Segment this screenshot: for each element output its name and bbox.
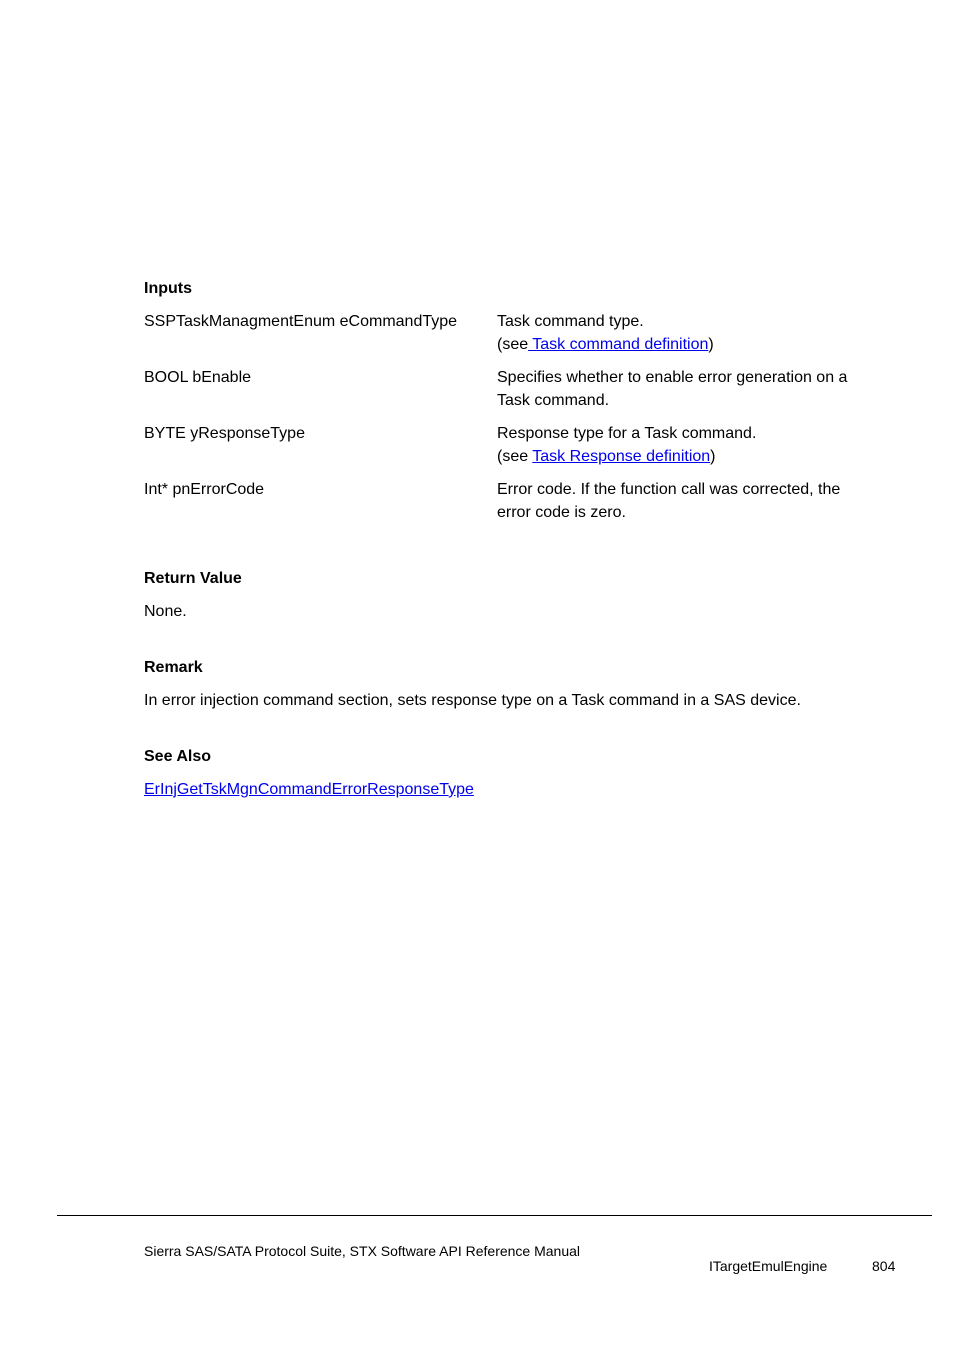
param-description-line: error code is zero.	[497, 504, 626, 521]
param-description	[497, 366, 897, 422]
param-name: BYTE yResponseType	[144, 425, 305, 442]
footer-section-name: ITargetEmulEngine	[709, 1258, 828, 1274]
see-also-heading: See Also	[144, 748, 211, 765]
footer-divider	[57, 1215, 932, 1216]
see-also-link[interactable]: ErInjGetTskMgnCommandErrorResponseType	[144, 781, 474, 798]
input-row-enable	[144, 366, 897, 422]
see-prefix: (see	[497, 336, 529, 353]
param-name: Int* pnErrorCode	[144, 481, 265, 498]
see-also-section	[144, 745, 904, 801]
see-also-links	[144, 778, 904, 801]
param-description-line: Error code. If the function call was corrected, the	[497, 481, 841, 498]
inputs-table	[144, 310, 897, 534]
task-command-definition-link[interactable]: Task command definition	[528, 336, 709, 353]
return-value-text: None.	[144, 603, 187, 620]
task-response-definition-link[interactable]: Task Response definition	[532, 448, 711, 465]
return-value-section	[144, 567, 904, 623]
param-description-line: Specifies whether to enable error generation on a	[497, 369, 848, 386]
return-value-heading: Return Value	[144, 570, 242, 587]
remark-text: In error injection command section, sets response type on a Task command in a SAS device.	[144, 692, 801, 709]
footer-page-number: 804	[872, 1258, 896, 1274]
document-body	[144, 277, 904, 801]
input-row-error-code	[144, 478, 897, 534]
param-name: SSPTaskManagmentEnum eCommandType	[144, 313, 458, 330]
see-suffix: )	[708, 336, 714, 353]
see-reference	[497, 333, 897, 356]
param-description	[497, 310, 897, 366]
param-description-line: Task command.	[497, 392, 610, 409]
remark-section	[144, 656, 904, 712]
input-row-response-type	[144, 422, 897, 478]
inputs-heading: Inputs	[144, 280, 192, 297]
see-reference	[497, 445, 897, 468]
param-name: BOOL bEnable	[144, 369, 252, 386]
param-description-line: Task command type.	[497, 313, 644, 330]
see-suffix: )	[710, 448, 716, 465]
param-description	[497, 478, 897, 534]
param-description-line: Response type for a Task command.	[497, 425, 757, 442]
see-prefix: (see	[497, 448, 533, 465]
param-description	[497, 422, 897, 478]
input-row-command-type	[144, 310, 897, 366]
remark-heading: Remark	[144, 659, 203, 676]
footer-manual-title: Sierra SAS/SATA Protocol Suite, STX Software API Reference Manual	[144, 1243, 581, 1259]
